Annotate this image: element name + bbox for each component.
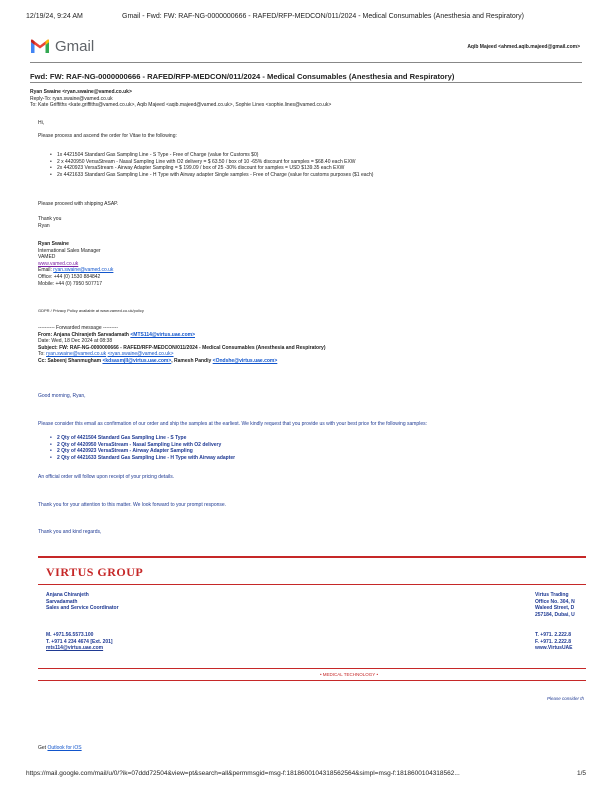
virtus-address bbox=[535, 592, 575, 618]
virtus-address-4: 257184, Dubai, U bbox=[535, 611, 575, 618]
virtus-brand: VIRTUS GROUP bbox=[46, 565, 144, 579]
signature-role: International Sales Manager bbox=[38, 247, 101, 254]
fwd-regards: Thank you and kind regards, bbox=[38, 529, 102, 535]
fwd-cc-name-1: Sabeenj Shanmugham bbox=[47, 357, 102, 364]
subject-divider bbox=[30, 82, 582, 83]
footer-url: https://mail.google.com/mail/u/0/?ik=07ddd72504&view=pt&search=all&permmsgid=msg-f:1818600104318562564&simpl=msg-f:1818600104318562... bbox=[26, 770, 460, 777]
forwarded-header bbox=[38, 325, 325, 365]
footer-page-number: 1/5 bbox=[576, 770, 586, 777]
thanks-name: Ryan bbox=[38, 222, 50, 229]
fwd-cc-separator: , Ramesh Pandiy bbox=[171, 357, 212, 364]
fwd-cc-email-link-1[interactable]: <kdsasmjll@virtus.uae.com> bbox=[102, 357, 172, 364]
signature-mobile: Mobile: +44 (0) 7950 507717 bbox=[38, 280, 103, 287]
signature-name: Ryan Swaine bbox=[38, 241, 69, 247]
virtus-r-fax: F. +971. 2.222.8 bbox=[535, 638, 572, 645]
sender-signature bbox=[38, 241, 113, 287]
print-title: Gmail - Fwd: FW: RAF-NG-0000000666 - RAFED/RFP-MEDCON/011/2024 - Medical Consumables (Anesthesia and Respiratory) bbox=[122, 13, 524, 20]
sample-list bbox=[50, 435, 235, 461]
fwd-from-email-link[interactable]: <MTS114@virtus.uae.com> bbox=[130, 331, 195, 338]
virtus-top-rule bbox=[38, 556, 586, 558]
virtus-contact-right bbox=[535, 632, 573, 652]
email-intro-block bbox=[38, 120, 177, 139]
privacy-notice: GDPR / Privacy Policy available at www.vamed.co.uk/policy bbox=[38, 308, 144, 313]
list-item: • 2x 4420923 VersaStream - Airway Adapter Sampling = $ 199.09 / box of 25 -30% discount for samples = USD $139.35 each EXW bbox=[50, 165, 373, 172]
fwd-to-email-link-2[interactable]: <ryan.swaine@vamed.co.uk> bbox=[107, 351, 174, 358]
virtus-r-web: www.VirtusUAE bbox=[535, 645, 573, 652]
virtus-email-link[interactable]: mts114@virtus.uae.com bbox=[46, 645, 104, 652]
virtus-bottom-rule bbox=[38, 668, 586, 669]
fwd-to-label: To: bbox=[38, 351, 45, 358]
fwd-to-email-link[interactable]: ryan.swaine@vamed.co.uk bbox=[46, 351, 107, 358]
gmail-wordmark: Gmail bbox=[55, 38, 95, 55]
header-divider bbox=[30, 62, 582, 63]
fwd-subject: Subject: FW: RAF-NG-0000000666 - RAFED/RFP-MEDCON/011/2024 - Medical Consumables (Anesthesia and Respiratory) bbox=[38, 344, 326, 351]
list-item: • 2 Qty of 4420923 VersaStream - Airway Adapter Sampling bbox=[50, 448, 235, 455]
virtus-r-tel: T. +971. 2.222.8 bbox=[535, 632, 572, 638]
forwarded-divider: ---------- Forwarded message --------- bbox=[38, 325, 118, 331]
list-item: • 2 x 4420950 VersaStream - Nasal Sampling Line with O2 delivery = $ 63.50 / box of 10 -65% discount for samples = $68.40 each EXW bbox=[50, 159, 373, 166]
virtus-bottom-rule-2 bbox=[38, 680, 586, 681]
virtus-mid-rule bbox=[38, 584, 586, 585]
virtus-address-3: Waleed Street, D bbox=[535, 605, 575, 612]
signature-email-label: Email: bbox=[38, 267, 52, 274]
signature-company: VAMED bbox=[38, 254, 56, 261]
gmail-m-icon bbox=[30, 39, 50, 54]
fwd-from-label: From: bbox=[38, 331, 53, 338]
proceed-text: Please proceed with shipping ASAP. bbox=[38, 201, 119, 207]
email-reply-to: Reply-To: ryan.swaine@vamed.co.uk bbox=[30, 95, 113, 102]
environment-notice: Please consider th bbox=[546, 696, 584, 701]
list-item: • 2 Qty of 4421504 Standard Gas Sampling Line - S Type bbox=[50, 435, 235, 442]
list-item: • 2x 4421633 Standard Gas Sampling Line - H Type with Airway adapter Single samples - Free of Charge (value for customs purposes ($1 each) bbox=[50, 172, 373, 179]
medical-technology-tagline: • MEDICAL TECHNOLOGY • bbox=[319, 672, 379, 677]
gmail-logo[interactable] bbox=[30, 38, 94, 55]
print-date: 12/19/24, 9:24 AM bbox=[26, 13, 83, 20]
virtus-mobile: M. +971.56.5573.100 bbox=[46, 632, 94, 638]
signature-office: Office: +44 (0) 1530 884842 bbox=[38, 273, 101, 280]
virtus-name-2: Sarvadamath bbox=[46, 598, 78, 605]
email-from: Ryan Swaine <ryan.swaine@vamed.co.uk> bbox=[30, 89, 132, 95]
fwd-date: Date: Wed, 18 Dec 2024 at 08:38 bbox=[38, 338, 113, 345]
virtus-name-1: Anjana Chiranjeth bbox=[46, 592, 89, 598]
thanks-text: Thank you bbox=[38, 216, 62, 222]
virtus-address-1: Virtus Trading bbox=[535, 592, 569, 598]
fwd-thank-attention: Thank you for your attention to this matter. We look forward to your prompt response. bbox=[38, 502, 227, 508]
virtus-role: Sales and Service Coordinator bbox=[46, 605, 119, 612]
email-meta bbox=[30, 89, 331, 109]
virtus-sender bbox=[46, 592, 119, 612]
fwd-greeting: Good morning, Ryan, bbox=[38, 393, 86, 399]
signature-email-link[interactable]: ryan.swaine@vamed.co.uk bbox=[53, 267, 114, 274]
virtus-contact bbox=[46, 632, 113, 652]
virtus-tel: T. +971 4 234 4674 [Ext. 201] bbox=[46, 638, 113, 645]
email-greeting: Hi, bbox=[38, 120, 45, 126]
get-outlook bbox=[38, 745, 82, 751]
order-list bbox=[50, 152, 373, 178]
list-item: • 1x 4421504 Standard Gas Sampling Line - S Type - Free of Charge (value for Customs $0) bbox=[50, 152, 373, 159]
fwd-official-order: An official order will follow upon receipt of your pricing details. bbox=[38, 474, 175, 480]
thanks-block bbox=[38, 216, 61, 229]
email-to: To: Kate Griffiths <kate.griffiths@vamed.co.uk>, Aqib Majeed <aqib.majeed@vamed.co.uk>, Sophie Lines <sophie.lines@vamed.co.uk> bbox=[30, 102, 332, 109]
outlook-ios-link[interactable]: Outlook for iOS bbox=[47, 745, 82, 751]
fwd-cc-email-link-2[interactable]: <Ondshe@virtus.uae.com> bbox=[212, 357, 278, 364]
account-email: Aqib Majeed <ahmed.aqib.majeed@gmail.com> bbox=[467, 44, 580, 50]
fwd-cc-label: Cc: bbox=[38, 357, 47, 364]
fwd-request: Please consider this email as confirmation of our order and ship the samples at the earliest. We kindly request that you provide us with your best price for the following samples: bbox=[38, 421, 427, 427]
get-outlook-label: Get bbox=[38, 745, 47, 751]
list-item: • 2 Qty of 4421633 Standard Gas Sampling Line - H Type with Airway adapter bbox=[50, 455, 235, 462]
list-item: • 2 Qty of 4420950 VersaStream - Nasal Sampling Line with O2 delivery bbox=[50, 442, 235, 449]
email-intro: Please process and ascend the order for Vitae to the following: bbox=[38, 132, 177, 139]
email-subject: Fwd: FW: RAF-NG-0000000666 - RAFED/RFP-MEDCON/011/2024 - Medical Consumables (Anesthesia and Respiratory) bbox=[30, 72, 455, 81]
fwd-from-name: Anjana Chiranjeth Sarvadamath bbox=[53, 331, 129, 338]
signature-website-link[interactable]: www.vamed.co.uk bbox=[38, 260, 79, 267]
virtus-address-2: Office No. 304, N bbox=[535, 598, 575, 605]
